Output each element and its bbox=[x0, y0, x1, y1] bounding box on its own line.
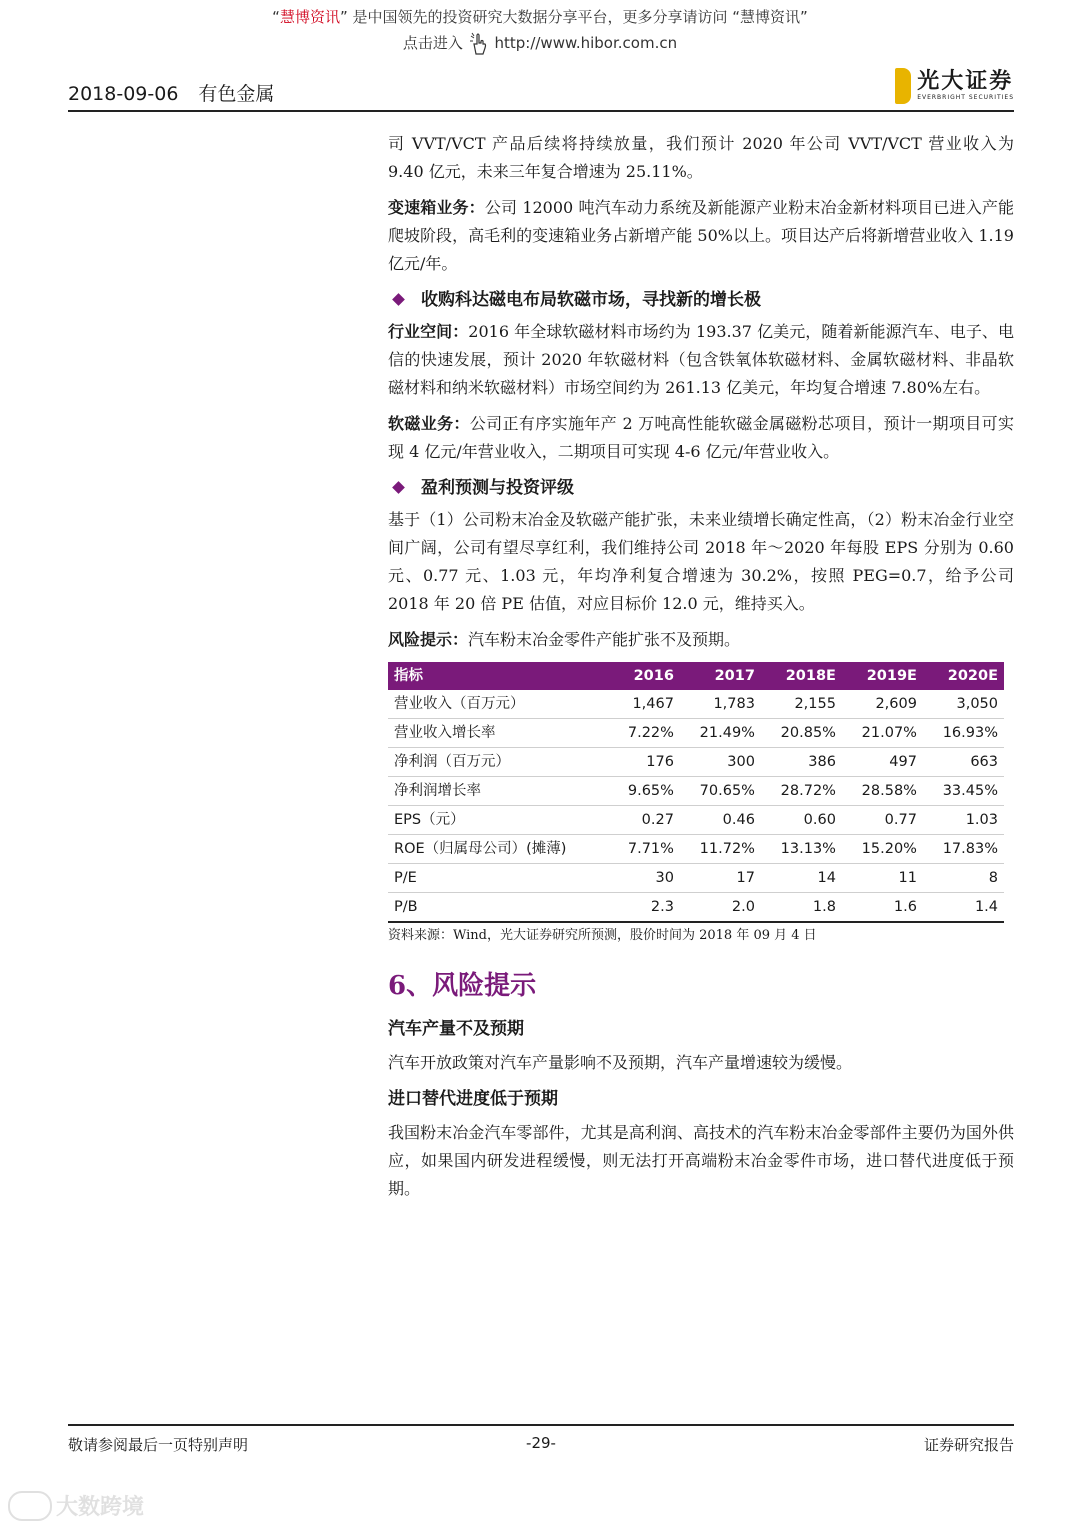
section-title-risk: 6、风险提示 bbox=[388, 971, 537, 1001]
bullet-heading-soft-magnet: 收购科达磁电布局软磁市场，寻找新的增长极 bbox=[388, 286, 1014, 314]
table-cell: 0.60 bbox=[761, 806, 842, 835]
table-cell: 1.8 bbox=[761, 893, 842, 923]
paragraph-soft-magnet-business: 软磁业务：公司正有序实施年产 2 万吨高性能软磁金属磁粉芯项目，预计一期项目可实现 4 亿元/年营业收入，二期项目可实现 4-6 亿元/年营业收入。 bbox=[388, 414, 1014, 461]
table-row bbox=[388, 893, 1004, 923]
table-cell: 营业收入（百万元） bbox=[388, 690, 610, 719]
table-cell: 净利润（百万元） bbox=[388, 748, 610, 777]
table-header-cell: 指标 bbox=[388, 662, 610, 690]
logo-text: 光大证券 bbox=[917, 68, 1014, 94]
table-row bbox=[388, 835, 1004, 864]
table-cell: 2,609 bbox=[842, 690, 923, 719]
top-banner bbox=[0, 6, 1080, 56]
table-row bbox=[388, 719, 1004, 748]
banner-url-link[interactable]: http://www.hibor.com.cn bbox=[494, 34, 678, 52]
report-date: 2018-09-06 bbox=[68, 83, 179, 105]
label-gearbox: 变速箱业务： bbox=[388, 198, 485, 217]
table-cell: 0.27 bbox=[610, 806, 680, 835]
banner-brand[interactable]: 慧博资讯 bbox=[279, 8, 340, 26]
table-cell: 0.77 bbox=[842, 806, 923, 835]
table-header-cell: 2016 bbox=[610, 662, 680, 690]
table-cell: 497 bbox=[842, 748, 923, 777]
table-cell: 11 bbox=[842, 864, 923, 893]
table-cell: 21.49% bbox=[680, 719, 761, 748]
table-header-cell: 2018E bbox=[761, 662, 842, 690]
table-cell: 14 bbox=[761, 864, 842, 893]
table-row bbox=[388, 777, 1004, 806]
table-cell: 1,467 bbox=[610, 690, 680, 719]
label-risk: 风险提示： bbox=[388, 630, 469, 649]
table-cell: 营业收入增长率 bbox=[388, 719, 610, 748]
table-cell: 0.46 bbox=[680, 806, 761, 835]
table-cell: 净利润增长率 bbox=[388, 777, 610, 806]
table-cell: 17.83% bbox=[923, 835, 1004, 864]
table-cell: 176 bbox=[610, 748, 680, 777]
table-cell: 3,050 bbox=[923, 690, 1004, 719]
financial-forecast-table bbox=[388, 662, 1004, 923]
table-cell: 2.0 bbox=[680, 893, 761, 923]
table-row bbox=[388, 864, 1004, 893]
table-cell: 300 bbox=[680, 748, 761, 777]
table-cell: P/E bbox=[388, 864, 610, 893]
table-cell: 9.65% bbox=[610, 777, 680, 806]
table-cell: 663 bbox=[923, 748, 1004, 777]
table-cell: 17 bbox=[680, 864, 761, 893]
report-category: 有色金属 bbox=[198, 83, 275, 105]
main-content bbox=[388, 130, 1014, 1211]
diamond-bullet-icon bbox=[392, 293, 405, 306]
label-industry-space: 行业空间： bbox=[388, 322, 469, 341]
table-cell: 1.03 bbox=[923, 806, 1004, 835]
banner-line1: “慧博资讯” 是中国领先的投资研究大数据分享平台，更多分享请访问 “慧博资讯” bbox=[272, 8, 808, 26]
subheading-auto-output: 汽车产量不及预期 bbox=[388, 1019, 524, 1039]
footer-disclaimer: 敬请参阅最后一页特别声明 bbox=[68, 1436, 249, 1454]
paragraph-risk-note: 风险提示：汽车粉末冶金零件产能扩张不及预期。 bbox=[388, 630, 741, 649]
paragraph-forecast: 基于（1）公司粉末冶金及软磁产能扩张，未来业绩增长确定性高，（2）粉末冶金行业空间广阔，公司有望尽享红利，我们维持公司 2018 年～2020 年每股 EPS 分别为 0.60 元、0.77 元、1.03 元，年均净利复合增速为 30.2%，按照 PEG=0.7，给予公司 2018 年 20 倍 PE 估值，对应目标价 12.0 元，维持买入。 bbox=[388, 510, 1014, 613]
pointer-hand-icon bbox=[468, 32, 490, 56]
table-cell: 33.45% bbox=[923, 777, 1004, 806]
table-row bbox=[388, 690, 1004, 719]
table-cell: 15.20% bbox=[842, 835, 923, 864]
table-cell: 11.72% bbox=[680, 835, 761, 864]
table-cell: 16.93% bbox=[923, 719, 1004, 748]
paragraph-gearbox: 变速箱业务：公司 12000 吨汽车动力系统及新能源产业粉末冶金新材料项目已进入产能爬坡阶段，高毛利的变速箱业务占新增产能 50%以上。项目达产后将新增营业收入 1.19 亿元/年。 bbox=[388, 198, 1014, 273]
table-source-note: 资料来源：Wind，光大证券研究所预测，股价时间为 2018 年 09 月 4 日 bbox=[388, 928, 817, 943]
table-cell: 28.58% bbox=[842, 777, 923, 806]
bullet-heading-forecast: 盈利预测与投资评级 bbox=[388, 474, 1014, 502]
table-cell: 8 bbox=[923, 864, 1004, 893]
banner-click-text: 点击进入 bbox=[402, 34, 463, 52]
diamond-bullet-icon bbox=[392, 481, 405, 494]
table-cell: 7.71% bbox=[610, 835, 680, 864]
watermark-logo-icon bbox=[8, 1491, 52, 1521]
table-cell: ROE（归属母公司）(摊薄) bbox=[388, 835, 610, 864]
table-cell: P/B bbox=[388, 893, 610, 923]
logo-subtext: EVERBRIGHT SECURITIES bbox=[917, 94, 1014, 101]
table-row bbox=[388, 748, 1004, 777]
table-row bbox=[388, 806, 1004, 835]
table-cell: 1.4 bbox=[923, 893, 1004, 923]
banner-line2 bbox=[0, 30, 1080, 56]
table-cell: 30 bbox=[610, 864, 680, 893]
page-header bbox=[68, 68, 1014, 112]
paragraph-industry-space: 行业空间：2016 年全球软磁材料市场约为 193.37 亿美元，随着新能源汽车、电子、电信的快速发展，预计 2020 年软磁材料（包含铁氧体软磁材料、金属软磁材料、非晶软磁材料和纳米软磁材料）市场空间约为 261.13 亿美元，年均复合增速 7.80%左右。 bbox=[388, 322, 1014, 397]
label-soft-magnet: 软磁业务： bbox=[388, 414, 470, 433]
table-cell: 28.72% bbox=[761, 777, 842, 806]
everbright-logo bbox=[895, 68, 1014, 108]
table-cell: 7.22% bbox=[610, 719, 680, 748]
table-cell: 1.6 bbox=[842, 893, 923, 923]
subheading-import-substitution: 进口替代进度低于预期 bbox=[388, 1089, 558, 1109]
table-header-cell: 2017 bbox=[680, 662, 761, 690]
table-header-cell: 2019E bbox=[842, 662, 923, 690]
footer-report-type: 证券研究报告 bbox=[923, 1436, 1014, 1454]
table-cell: 70.65% bbox=[680, 777, 761, 806]
table-cell: EPS（元） bbox=[388, 806, 610, 835]
page-footer bbox=[68, 1424, 1014, 1456]
paragraph-vvt: 司 VVT/VCT 产品后续将持续放量，我们预计 2020 年公司 VVT/VCT 营业收入为 9.40 亿元，未来三年复合增速为 25.11%。 bbox=[388, 134, 1014, 181]
table-cell: 21.07% bbox=[842, 719, 923, 748]
paragraph-import-substitution: 我国粉末冶金汽车零部件，尤其是高利润、高技术的汽车粉末冶金零部件主要仍为国外供应，如果国内研发进程缓慢，则无法打开高端粉末冶金零件市场，进口替代进度低于预期。 bbox=[388, 1123, 1014, 1198]
paragraph-auto-output: 汽车开放政策对汽车产量影响不及预期，汽车产量增速较为缓慢。 bbox=[388, 1053, 853, 1072]
table-cell: 386 bbox=[761, 748, 842, 777]
table-cell: 13.13% bbox=[761, 835, 842, 864]
table-cell: 2,155 bbox=[761, 690, 842, 719]
page-number: -29- bbox=[526, 1434, 556, 1452]
watermark bbox=[8, 1490, 144, 1521]
table-header-row bbox=[388, 662, 1004, 690]
watermark-text: 大数跨境 bbox=[56, 1495, 145, 1520]
table-cell: 1,783 bbox=[680, 690, 761, 719]
table-cell: 2.3 bbox=[610, 893, 680, 923]
logo-mark-icon bbox=[895, 68, 911, 104]
table-cell: 20.85% bbox=[761, 719, 842, 748]
table-header-cell: 2020E bbox=[923, 662, 1004, 690]
